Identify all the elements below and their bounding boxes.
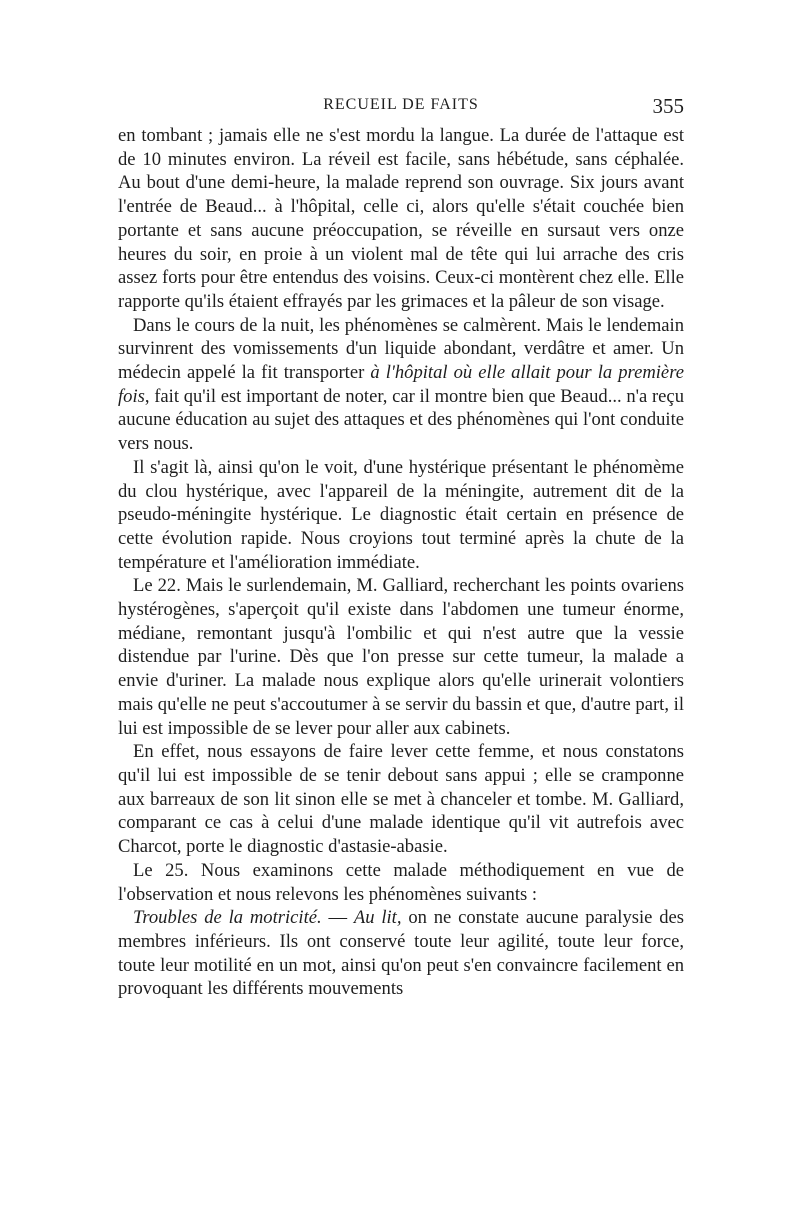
page-number: 355	[652, 94, 684, 118]
paragraph-7	[118, 906, 684, 1001]
paragraph-2-italic: à l'hôpital où elle allait pour la première fois	[118, 362, 684, 407]
body-text	[118, 124, 684, 1001]
running-title: RECUEIL DE FAITS	[323, 96, 479, 113]
paragraph-7-text: on ne constate aucune paralysie des membres inférieurs. Ils ont conservé toute leur agilité, toute leur force, toute leur motilité en un mot, ainsi qu'on peut s'en convaincre facilement en provoquant les différents mouvements	[118, 907, 684, 1000]
paragraph-4: Le 22. Mais le surlendemain, M. Galliard, recherchant les points ovariens hystérogènes, s'aperçoit qu'il existe dans l'abdomen une tumeur énorme, médiane, remontant jusqu'à l'ombilic et qui n'est autre que la vessie distendue par l'urine. Dès que l'on presse sur cette tumeur, la malade a envie d'uriner. La malade nous explique alors qu'elle urinerait volontiers mais qu'elle ne peut s'accoutumer à se servir du bassin et que, d'autre part, il lui est impossible de se lever pour aller aux cabinets.	[118, 575, 684, 739]
paragraph-2-end: , fait qu'il est important de noter, car il montre bien que Beaud... n'a reçu aucune éducation au sujet des attaques et des phénomènes qui l'ont conduite vers nous.	[118, 385, 684, 455]
paragraph-3: Il s'agit là, ainsi qu'on le voit, d'une hystérique présentant le phénomème du clou hystérique, avec l'appareil de la méningite, autrement dit de la pseudo-méningite hystérique. Le diagnostic était certain en présence de cette évolution rapide. Nous croyions tout terminé après la chute de la température et l'amélioration immédiate.	[118, 456, 684, 573]
em-dash: —	[321, 907, 354, 929]
paragraph-2	[118, 314, 684, 456]
paragraph-6: Le 25. Nous examinons cette malade méthodiquement en vue de l'observation et nous relevons les phénomènes suivants :	[118, 859, 684, 905]
paragraph-1: en tombant ; jamais elle ne s'est mordu la langue. La durée de l'attaque est de 10 minutes environ. La réveil est facile, sans hébétude, sans céphalée. Au bout d'une demi-heure, la malade reprend son ouvrage. Six jours avant l'entrée de Beaud... à l'hôpital, celle ci, alors qu'elle s'était couchée bien portante et sans aucune préoccupation, se réveille en sursaut vers onze heures du soir, en proie à un violent mal de tête qui lui arrache des cris assez forts pour être entendus des voisins. Ceux-ci montèrent chez elle. Elle rapporte qu'ils étaient effrayés par les grimaces et la pâleur de son visage.	[118, 125, 684, 312]
section-heading-motricite: Troubles de la motricité.	[133, 907, 322, 929]
paragraph-2-start: Dans le cours de la nuit, les phénomènes se calmèrent. Mais le lendemain survinrent des vomissements d'un liquide abondant, verdâtre et amer. Un médecin appelé la fit transporter	[118, 314, 684, 384]
au-lit-italic: Au lit,	[353, 907, 402, 929]
paragraph-5: En effet, nous essayons de faire lever cette femme, et nous constatons qu'il lui est impossible de se tenir debout sans appui ; elle se cramponne aux barreaux de son lit sinon elle se met à chanceler et tombe. M. Galliard, comparant ce cas à celui d'une malade identique qu'il vit autrefois avec Charcot, porte le diagnostic d'astasie-abasie.	[118, 741, 684, 858]
page-header	[118, 96, 684, 122]
